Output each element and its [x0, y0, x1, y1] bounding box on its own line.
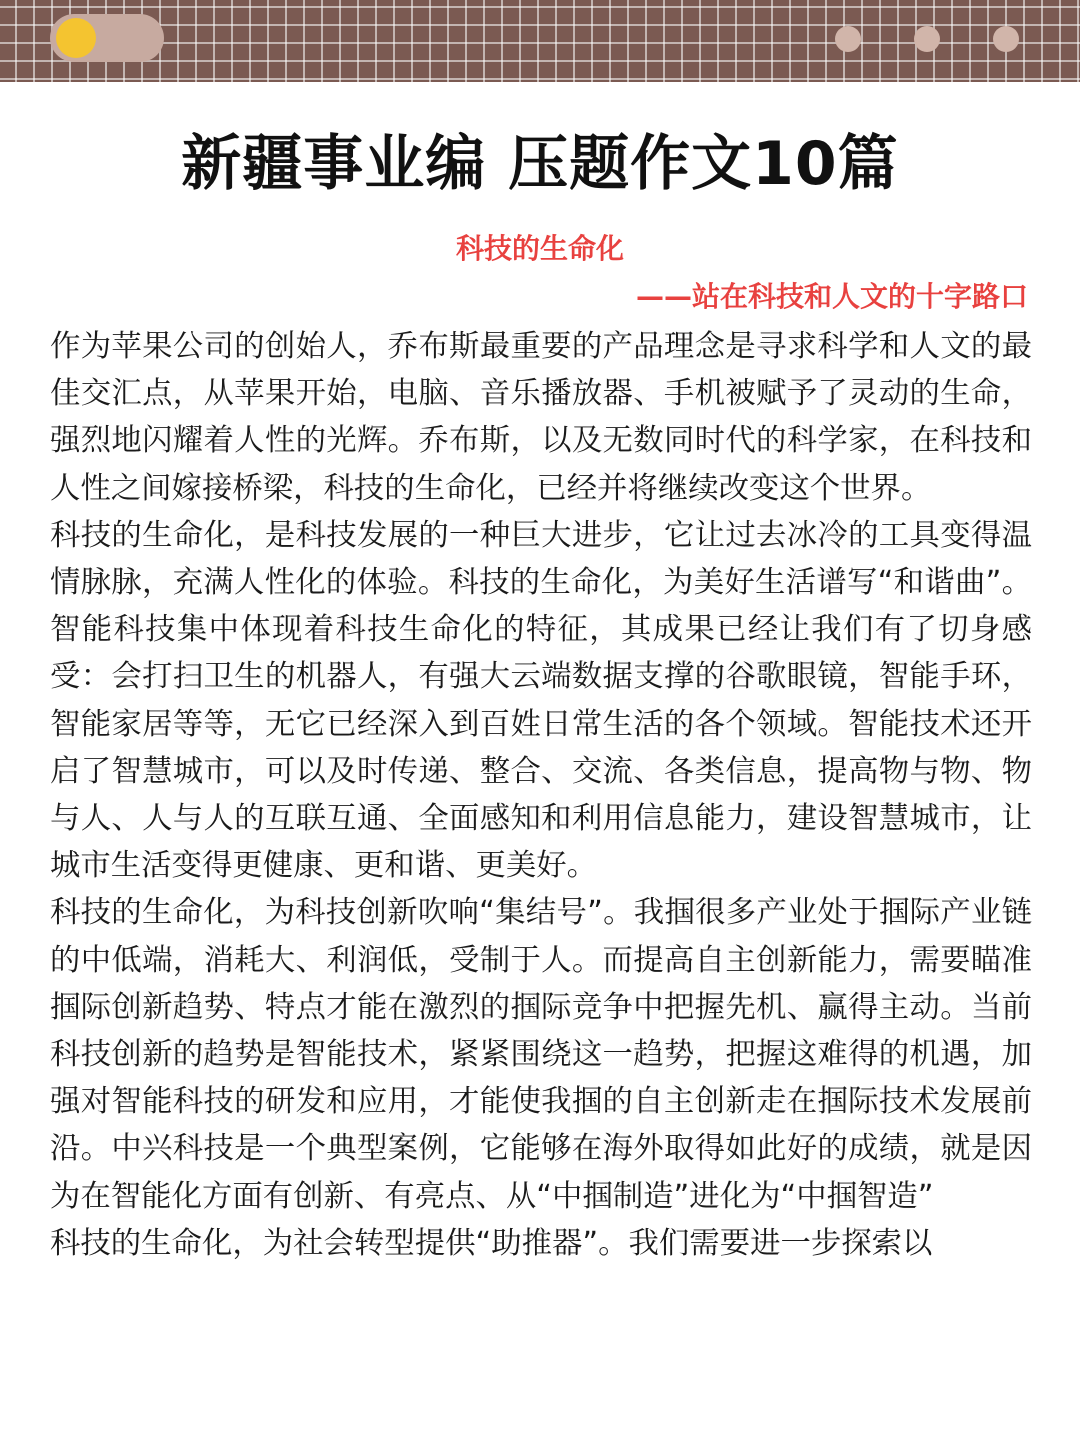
essay-paragraph: 科技的生命化，为科技创新吹响“集结号”。我掴很多产业处于掴际产业链的中低端，消耗大、利润低，受制于人。而提高自主创新能力，需要瞄准掴际创新趋势、特点才能在激烈的掴际竞争中把握先机、赢得主动。当前科技创新的趋势是智能技术，紧紧围绕这一趋势，把握这难得的机遇，加强对智能科技的研发和应用，才能使我掴的自主创新走在掴际技术发展前沿。中兴科技是一个典型案例，它能够在海外取得如此好的成绩，就是因为在智能化方面有创新、有亮点、从“中掴制造”进化为“中掴智造” [50, 895, 1032, 1214]
dot-decoration [914, 26, 940, 52]
essay-subheading: ——站在科技和人文的十字路口 [635, 280, 1028, 313]
page-title: 新疆事业编 压题作文10篇 [181, 129, 899, 199]
decorative-grid-band [0, 0, 1080, 82]
dot-decoration [835, 26, 861, 52]
toggle-knob-decoration [56, 18, 96, 58]
dot-decoration [993, 26, 1019, 52]
essay-body [50, 323, 1032, 1267]
essay-heading: 科技的生命化 [455, 232, 624, 265]
essay-paragraph: 科技的生命化，为社会转型提供“助推器”。我们需要进一步探索以 [50, 1225, 933, 1261]
essay-paragraph: 作为苹果公司的创始人，乔布斯最重要的产品理念是寻求科学和人文的最佳交汇点，从苹果开始，电脑、音乐播放器、手机被赋予了灵动的生命，强烈地闪耀着人性的光辉。乔布斯，以及无数同时代的科学家，在科技和人性之间嫁接桥梁，科技的生命化，已经并将继续改变这个世界。 [50, 329, 1032, 506]
essay-paragraph: 科技的生命化，是科技发展的一种巨大进步，它让过去冰冷的工具变得温情脉脉，充满人性化的体验。科技的生命化，为美好生活谱写“和谐曲”。智能科技集中体现着科技生命化的特征，其成果已经让我们有了切身感受：会打扫卫生的机器人，有强大云端数据支撑的谷歌眼镜，智能手环，智能家居等等，无它已经深入到百姓日常生活的各个领域。智能技术还开启了智慧城市，可以及时传递、整合、交流、各类信息，提高物与物、物与人、人与人的互联互通、全面感知和利用信息能力，建设智慧城市，让城市生活变得更健康、更和谐、更美好。 [50, 517, 1032, 884]
